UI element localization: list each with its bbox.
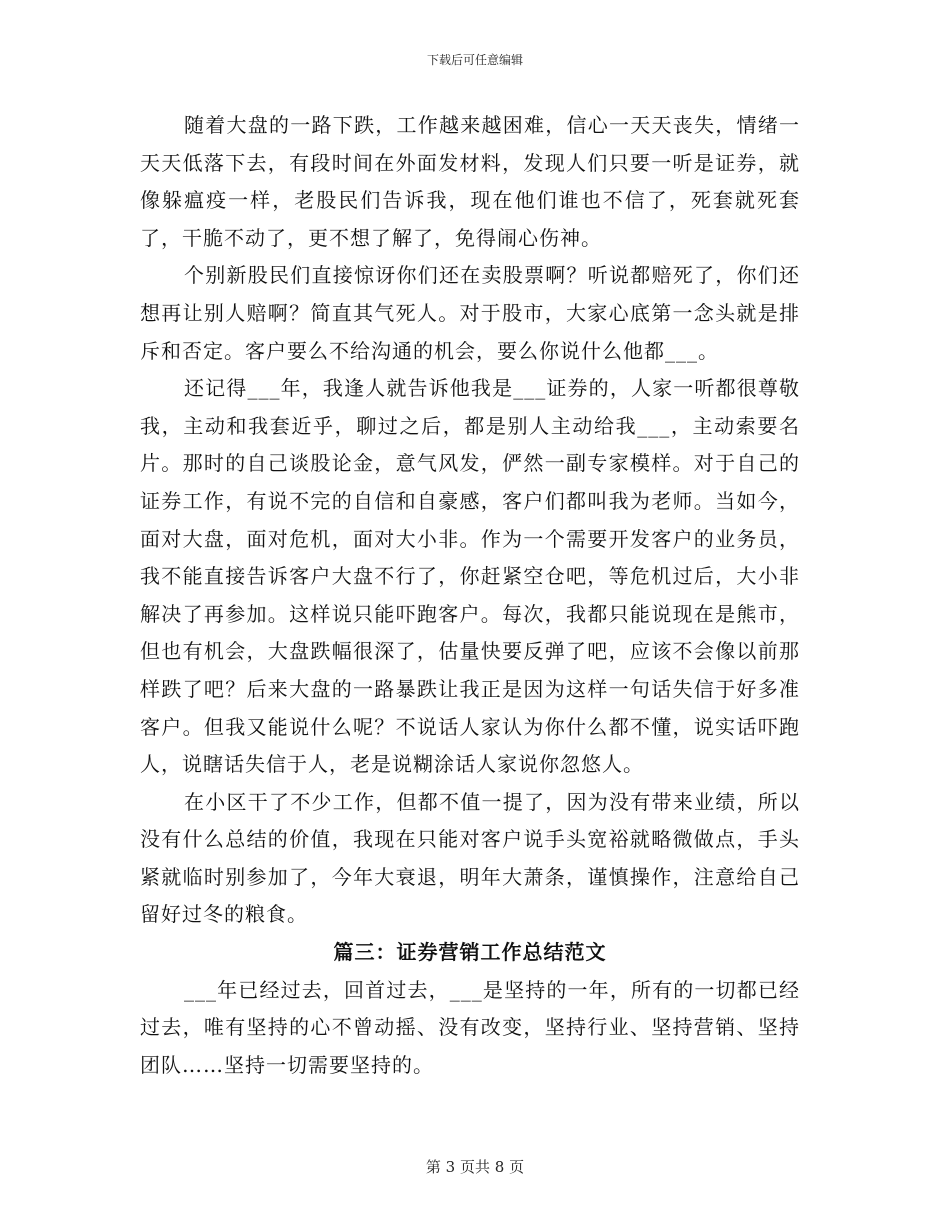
section-heading: 篇三：证券营销工作总结范文 xyxy=(333,940,607,965)
document-body xyxy=(140,107,800,1084)
paragraph-4: 在小区干了不少工作，但都不值一提了，因为没有带来业绩，所以没有什么总结的价值，我现在只能对客户说手头宽裕就略微做点，手头紧就临时别参加了，今年大衰退，明年大萧条，谨慎操作，注意给自己留好过冬的粮食。 xyxy=(140,789,800,927)
paragraph-5: ___年已经过去，回首过去，___是坚持的一年，所有的一切都已经过去，唯有坚持的心不曾动摇、没有改变，坚持行业、坚持营销、坚持团队……坚持一切需要坚持的。 xyxy=(140,977,800,1077)
paragraph-3: 还记得___年，我逢人就告诉他我是___证券的，人家一听都很尊敬我，主动和我套近乎，聊过之后，都是别人主动给我___，主动索要名片。那时的自己谈股论金，意气风发，俨然一副专家模样。对于自己的证券工作，有说不完的自信和自豪感，客户们都叫我为老师。当如今，面对大盘，面对危机，面对大小非。作为一个需要开发客户的业务员，我不能直接告诉客户大盘不行了，你赶紧空仓吧，等危机过后，大小非解决了再参加。这样说只能吓跑客户。每次，我都只能说现在是熊市，但也有机会，大盘跌幅很深了，估量快要反弹了吧，应该不会像以前那样跌了吧？后来大盘的一路暴跌让我正是因为这样一句话失信于好多准客户。但我又能说什么呢？不说话人家认为你什么都不懂，说实话吓跑人，说瞎话失信于人，老是说糊涂话人家说你忽悠人。 xyxy=(140,376,800,777)
paragraph-2: 个别新股民们直接惊讶你们还在卖股票啊？听说都赔死了，你们还想再让别人赔啊？简直其气死人。对于股市，大家心底第一念头就是排斥和否定。客户要么不给沟通的机会，要么你说什么他都___。 xyxy=(140,263,800,363)
paragraph-1: 随着大盘的一路下跌，工作越来越困难，信心一天天丧失，情绪一天天低落下去，有段时间在外面发材料，发现人们只要一听是证券，就像躲瘟疫一样，老股民们告诉我，现在他们谁也不信了，死套就死套了，干脆不动了，更不想了解了，免得闹心伤神。 xyxy=(140,113,800,250)
page-header: 下载后可任意编辑 xyxy=(426,53,523,67)
page-number: 第 3 页共 8 页 xyxy=(425,1158,525,1176)
